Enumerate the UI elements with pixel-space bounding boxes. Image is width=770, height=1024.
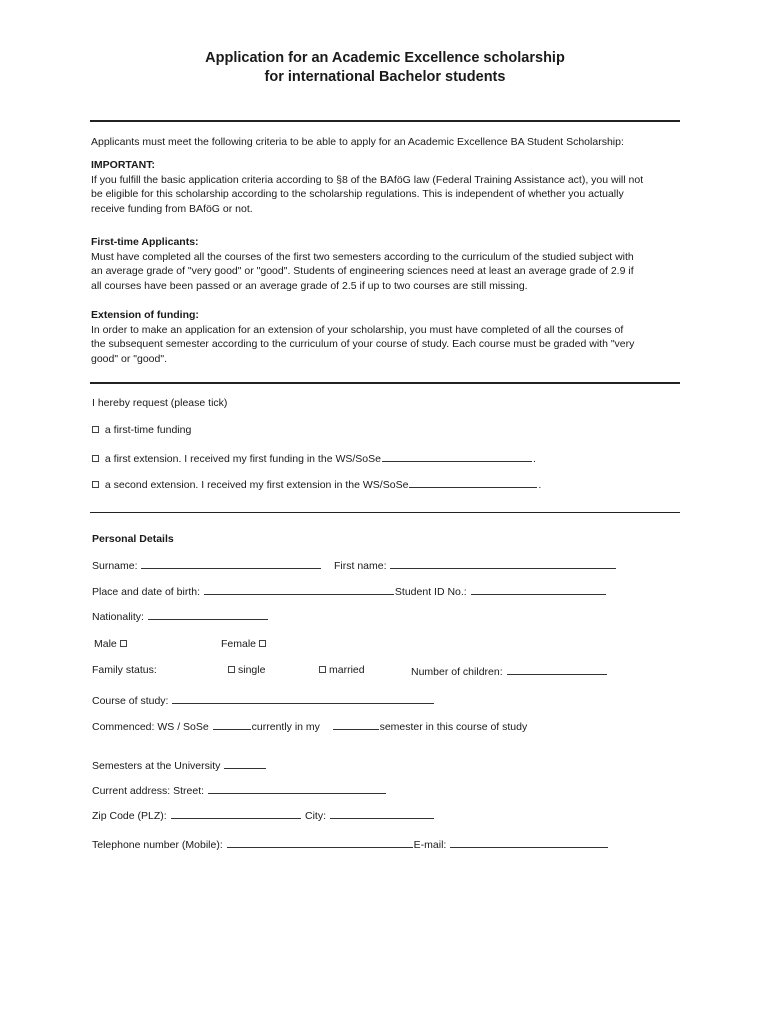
- request-option-second-extension: [92, 477, 541, 491]
- semester-text: semester in this course of study: [379, 721, 528, 733]
- important-line: If you fulfill the basic application criteria according to §8 of the BAföG law (Federal Training Assistance act), you will not: [91, 173, 644, 186]
- option-label: a second extension. I received my first extension in the WS/SoSe: [104, 479, 409, 491]
- request-label: I hereby request (please tick): [92, 397, 228, 409]
- telephone-field[interactable]: [227, 837, 413, 848]
- currently-label: currently in my: [251, 721, 320, 733]
- nationality-label: Nationality:: [92, 611, 144, 623]
- first-time-line: all courses have been passed or an average grade of 2.5 if up to two courses are still missing.: [91, 279, 528, 292]
- extension-line: In order to make an application for an extension of your scholarship, you must have completed of all the courses of: [91, 323, 624, 336]
- divider-middle: [90, 382, 680, 384]
- email-field[interactable]: [450, 837, 608, 848]
- place-dob-field[interactable]: [204, 584, 394, 595]
- semesters-uni-row: [92, 758, 267, 772]
- extension-heading: Extension of funding:: [91, 309, 199, 321]
- personal-details-heading: Personal Details: [92, 533, 174, 545]
- first-time-line: Must have completed all the courses of the first two semesters according to the curriculum of the studied subject with: [91, 250, 634, 263]
- first-name-field[interactable]: [390, 558, 616, 569]
- divider-top: [90, 120, 680, 122]
- address-row: [92, 783, 387, 797]
- first-funding-semester-field[interactable]: [382, 451, 532, 462]
- important-section: [91, 158, 683, 216]
- address-label: Current address: Street:: [92, 785, 205, 797]
- first-time-checkbox[interactable]: [92, 426, 99, 433]
- single-option: [228, 664, 265, 676]
- extension-line: the subsequent semester according to the curriculum of your course of study. Each course must be graded with "very: [91, 338, 635, 351]
- married-option: [319, 664, 365, 676]
- student-id-field[interactable]: [471, 584, 606, 595]
- period: .: [532, 453, 536, 465]
- course-label: Course of study:: [92, 695, 169, 707]
- male-checkbox[interactable]: [120, 640, 127, 647]
- extension-section: [91, 308, 683, 366]
- female-option: [221, 638, 269, 650]
- request-option-first-time: [92, 424, 191, 436]
- place-dob-row: [92, 584, 607, 598]
- important-line: receive funding from BAföG or not.: [91, 202, 253, 215]
- nationality-row: [92, 609, 269, 623]
- period: .: [538, 479, 542, 491]
- commenced-row: [92, 719, 527, 733]
- first-time-section: [91, 235, 683, 293]
- commenced-field[interactable]: [213, 719, 251, 730]
- commenced-label: Commenced: WS / SoSe: [92, 721, 209, 733]
- extension-line: good" or "good".: [91, 352, 167, 365]
- second-extension-checkbox[interactable]: [92, 481, 99, 488]
- surname-row: [92, 558, 322, 572]
- zip-label: Zip Code (PLZ):: [92, 810, 167, 822]
- course-row: [92, 693, 435, 707]
- student-id-label: Student ID No.:: [394, 586, 467, 598]
- single-label: single: [238, 664, 266, 676]
- course-field[interactable]: [172, 693, 434, 704]
- city-field[interactable]: [330, 808, 434, 819]
- male-option: [94, 638, 130, 650]
- single-checkbox[interactable]: [228, 666, 235, 673]
- request-option-first-extension: [92, 451, 536, 465]
- first-extension-semester-field[interactable]: [409, 477, 537, 488]
- option-label: a first-time funding: [104, 424, 192, 436]
- family-status-label: Family status:: [92, 664, 157, 676]
- surname-label: Surname:: [92, 560, 138, 572]
- important-heading: IMPORTANT:: [91, 159, 155, 171]
- semesters-uni-field[interactable]: [224, 758, 266, 769]
- children-field[interactable]: [507, 664, 607, 675]
- first-name-row: [334, 558, 617, 572]
- intro-text: Applicants must meet the following criteria to be able to apply for an Academic Excellence BA Student Scholarship:: [91, 136, 624, 148]
- current-semester-field[interactable]: [333, 719, 379, 730]
- surname-field[interactable]: [141, 558, 321, 569]
- city-row: [305, 808, 435, 822]
- city-label: City:: [305, 810, 326, 822]
- street-field[interactable]: [208, 783, 386, 794]
- semesters-uni-label: Semesters at the University: [92, 760, 221, 772]
- form-title-line-1: Application for an Academic Excellence scholarship: [205, 50, 565, 66]
- female-label: Female: [221, 638, 257, 650]
- first-extension-checkbox[interactable]: [92, 455, 99, 462]
- female-checkbox[interactable]: [259, 640, 266, 647]
- option-label: a first extension. I received my first funding in the WS/SoSe: [104, 453, 381, 465]
- place-dob-label: Place and date of birth:: [92, 586, 200, 598]
- married-label: married: [329, 664, 365, 676]
- divider-personal: [90, 512, 680, 513]
- first-name-label: First name:: [334, 560, 387, 572]
- children-row: [411, 664, 608, 678]
- first-time-line: an average grade of "very good" or "good". Students of engineering sciences need at least an average grade of 2.9 if: [91, 265, 634, 278]
- telephone-row: [92, 837, 609, 851]
- telephone-label: Telephone number (Mobile):: [92, 839, 223, 851]
- male-label: Male: [94, 638, 117, 650]
- zip-row: [92, 808, 302, 822]
- nationality-field[interactable]: [148, 609, 268, 620]
- important-line: be eligible for this scholarship according to the scholarship regulations. This is independent of whether you actually: [91, 188, 624, 201]
- form-title-line-2: for international Bachelor students: [264, 69, 506, 85]
- zip-field[interactable]: [171, 808, 301, 819]
- children-label: Number of children:: [411, 666, 503, 678]
- email-label: E-mail:: [413, 839, 447, 851]
- first-time-heading: First-time Applicants:: [91, 236, 199, 248]
- married-checkbox[interactable]: [319, 666, 326, 673]
